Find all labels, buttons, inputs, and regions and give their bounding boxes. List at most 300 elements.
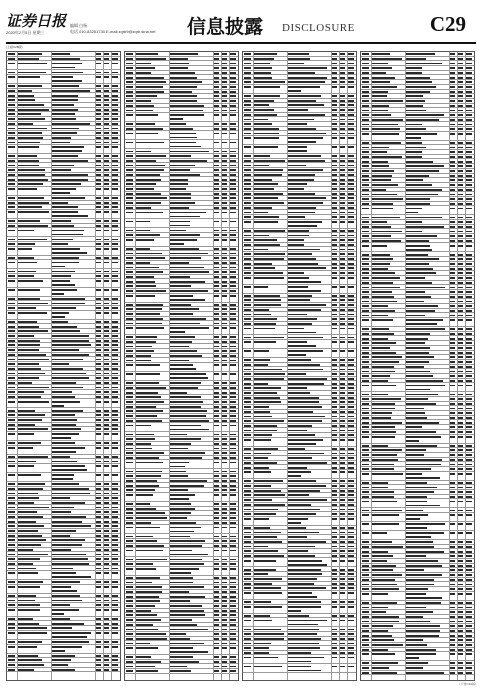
table-cell [450, 291, 455, 293]
table-cell [52, 67, 75, 69]
table-cell [406, 58, 426, 60]
table-cell [112, 535, 118, 537]
table-cell [254, 216, 279, 218]
table-cell [362, 310, 369, 312]
table-cell [450, 258, 455, 260]
table-cell [340, 509, 345, 511]
table-cell [332, 439, 337, 441]
table-cell [348, 578, 354, 580]
table-cell [230, 610, 236, 612]
table-cell [450, 124, 455, 126]
table-cell [254, 583, 272, 585]
table-cell [254, 155, 270, 157]
table-cell [112, 128, 118, 130]
table-cell [126, 267, 133, 269]
table-cell [372, 639, 394, 641]
table-cell [372, 203, 393, 205]
table-cell [136, 318, 163, 320]
table-cell [52, 150, 82, 152]
table-cell [112, 391, 118, 393]
table-cell [52, 549, 71, 551]
table-cell [332, 133, 337, 135]
table-row [7, 228, 120, 237]
table-cell [332, 207, 337, 209]
table-cell [466, 412, 472, 414]
table-cell [52, 340, 89, 342]
table-cell [230, 207, 236, 209]
table-cell [288, 58, 310, 60]
table-cell [222, 536, 227, 538]
table-cell [406, 77, 430, 79]
table-cell [362, 436, 369, 438]
table-cell [466, 203, 472, 205]
table-cell [466, 263, 472, 265]
table-cell [104, 335, 109, 337]
table-cell [52, 516, 86, 518]
table-cell [222, 188, 227, 190]
table-cell [254, 657, 278, 659]
table-cell [332, 309, 337, 311]
table-cell [170, 425, 201, 427]
table-cell [340, 267, 345, 269]
table-cell [18, 76, 40, 78]
table-cell [126, 457, 133, 459]
table-cell [348, 314, 354, 316]
table-cell [406, 86, 436, 88]
table-cell [170, 586, 204, 588]
table-cell [406, 579, 434, 581]
table-cell [104, 664, 109, 666]
table-cell [230, 110, 236, 112]
table-cell [288, 63, 304, 65]
table-cell [214, 100, 219, 102]
table-cell [348, 430, 354, 432]
table-cell [288, 314, 307, 316]
table-cell [332, 155, 337, 157]
table-cell [450, 287, 455, 289]
table-cell [254, 188, 274, 190]
table-cell [52, 664, 68, 666]
table-cell [126, 610, 133, 612]
table-cell [340, 244, 345, 246]
table-cell [112, 220, 118, 222]
table-cell [458, 473, 463, 475]
table-cell [126, 248, 133, 250]
table-cell [288, 383, 324, 385]
table-cell [362, 385, 369, 387]
table-cell [112, 373, 118, 375]
table-cell [406, 91, 430, 93]
table-cell [362, 86, 369, 88]
table-cell [288, 263, 318, 265]
table-cell [406, 584, 434, 586]
table-cell [254, 114, 277, 116]
table-cell [136, 58, 166, 60]
table-cell [222, 494, 227, 496]
table-cell [254, 86, 280, 88]
table-cell [112, 354, 118, 356]
table-cell [52, 165, 74, 167]
table-cell [288, 652, 311, 654]
table-cell [52, 188, 76, 190]
table-cell [52, 243, 68, 245]
table-cell [126, 346, 133, 348]
table-cell [458, 579, 463, 581]
table-cell [136, 619, 161, 621]
table-cell [136, 81, 166, 83]
table-cell [214, 360, 219, 362]
table-cell [96, 442, 101, 444]
table-cell [170, 86, 197, 88]
table-cell [126, 392, 133, 394]
table-cell [332, 527, 337, 529]
table-cell [214, 197, 219, 199]
table-cell [112, 558, 118, 560]
table-cell [112, 396, 118, 398]
table-cell [406, 67, 422, 69]
table-cell [18, 363, 39, 365]
table-cell [466, 81, 472, 83]
table-cell [450, 431, 455, 433]
table-cell [244, 369, 251, 371]
table-cell [8, 197, 15, 199]
table-cell [406, 385, 445, 387]
table-cell [466, 198, 472, 200]
table-cell [170, 475, 188, 477]
table-cell [126, 545, 133, 547]
table-cell [406, 445, 437, 447]
table-cell [230, 550, 236, 552]
table-cell [458, 449, 463, 451]
table-cell [230, 281, 236, 283]
table-cell [254, 146, 278, 148]
table-cell [466, 662, 472, 664]
table-cell [458, 114, 463, 116]
table-cell [362, 170, 369, 172]
table-cell [254, 397, 280, 399]
table-cell [112, 160, 118, 162]
table-cell [104, 330, 109, 332]
table-cell [450, 653, 455, 655]
table-cell [244, 193, 251, 195]
table-cell [458, 226, 463, 228]
table-cell [406, 184, 432, 186]
table-cell [18, 99, 35, 101]
table-cell [348, 86, 354, 88]
table-cell [170, 452, 205, 454]
table-cell [52, 72, 83, 74]
table-cell [332, 550, 337, 552]
table-cell [372, 510, 402, 512]
table-cell [170, 591, 189, 593]
table-cell [458, 496, 463, 498]
table-cell [244, 239, 251, 241]
table-cell [104, 447, 109, 449]
table-cell [458, 366, 463, 368]
table-cell [332, 304, 337, 306]
table-cell [372, 426, 395, 428]
table-cell [466, 254, 472, 256]
table-cell [362, 356, 369, 358]
table-cell [332, 123, 337, 125]
table-cell [52, 174, 88, 176]
table-cell [136, 234, 160, 236]
table-cell [8, 387, 15, 389]
table-cell [458, 398, 463, 400]
table-cell [372, 546, 403, 548]
table-cell [244, 536, 251, 538]
table-cell [52, 419, 77, 421]
table-cell [458, 639, 463, 641]
table-cell [126, 308, 133, 310]
table-cell [244, 221, 251, 223]
table-cell [230, 503, 236, 505]
table-cell [8, 414, 15, 416]
table-cell [458, 100, 463, 102]
table-cell [450, 532, 455, 534]
table-cell [332, 230, 337, 232]
table-cell [406, 518, 420, 520]
table-cell [126, 600, 133, 602]
table-cell [230, 155, 236, 157]
table-cell [332, 239, 337, 241]
table-cell [254, 416, 272, 418]
table-cell [458, 385, 463, 387]
table-cell [126, 183, 133, 185]
table-cell [254, 406, 269, 408]
table-cell [96, 627, 101, 629]
table-cell [214, 591, 219, 593]
table-cell [214, 600, 219, 602]
table-cell [340, 364, 345, 366]
table-cell [254, 499, 272, 501]
table-cell [406, 477, 440, 479]
table-cell [372, 151, 387, 153]
table-cell [340, 193, 345, 195]
table-cell [372, 319, 393, 321]
table-cell [288, 434, 315, 436]
table-cell [18, 211, 49, 213]
table-cell [362, 208, 369, 210]
table-cell [222, 485, 227, 487]
table-cell [96, 326, 101, 328]
table-cell [52, 344, 91, 346]
table-cell [348, 133, 354, 135]
table-cell [458, 53, 463, 55]
table-cell [170, 508, 195, 510]
table-cell [406, 263, 429, 265]
table-cell [362, 394, 369, 396]
table-cell [372, 482, 388, 484]
table-cell [222, 221, 227, 223]
table-column-block [360, 51, 475, 681]
table-cell [104, 230, 109, 232]
table-cell [104, 179, 109, 181]
table-cell [372, 128, 400, 130]
table-cell [222, 285, 227, 287]
table-cell [362, 263, 369, 265]
table-cell [8, 359, 15, 361]
table-cell [126, 382, 133, 384]
table-cell [222, 313, 227, 315]
table-cell [222, 197, 227, 199]
table-cell [96, 206, 101, 208]
table-cell [8, 169, 15, 171]
table-cell [244, 406, 251, 408]
table-cell [458, 551, 463, 553]
table-cell [126, 462, 133, 464]
table-cell [450, 282, 455, 284]
table-cell [458, 124, 463, 126]
table-cell [406, 510, 423, 512]
table-cell [372, 579, 395, 581]
table-cell [136, 221, 150, 223]
table-cell [406, 403, 436, 405]
table-cell [104, 387, 109, 389]
table-cell [8, 539, 15, 541]
table-cell [288, 629, 319, 631]
table-cell [458, 67, 463, 69]
table-cell [362, 147, 369, 149]
table-cell [466, 607, 472, 609]
table-cell [254, 629, 281, 631]
table-cell [214, 443, 219, 445]
table-cell [8, 280, 15, 282]
table-cell [372, 653, 395, 655]
table-cell [450, 310, 455, 312]
table-cell [406, 137, 421, 139]
table-cell [52, 220, 71, 222]
table-row [243, 605, 356, 614]
table-cell [170, 647, 193, 649]
table-cell [466, 468, 472, 470]
table-cell [372, 385, 396, 387]
table-cell [8, 132, 15, 134]
table-cell [126, 536, 133, 538]
table-cell [458, 315, 463, 317]
table-cell [340, 546, 345, 548]
table-cell [288, 304, 326, 306]
table-cell [244, 328, 251, 330]
table-cell [214, 475, 219, 477]
table-cell [230, 313, 236, 315]
table-cell [170, 605, 202, 607]
table-cell [18, 155, 37, 157]
table-cell [222, 415, 227, 417]
table-cell [112, 142, 118, 144]
table-cell [104, 609, 109, 611]
table-cell [372, 179, 391, 181]
table-cell [104, 646, 109, 648]
table-cell [8, 243, 15, 245]
table-cell [244, 63, 251, 65]
table-cell [126, 350, 133, 352]
table-cell [372, 184, 398, 186]
table-cell [96, 298, 101, 300]
table-cell [170, 420, 209, 422]
table-cell [288, 555, 315, 557]
table-cell [244, 378, 251, 380]
table-cell [340, 615, 345, 617]
table-cell [222, 253, 227, 255]
table-cell [170, 197, 191, 199]
table-cell [52, 447, 85, 449]
table-cell [18, 558, 40, 560]
table-cell [136, 563, 153, 565]
table-cell [170, 285, 191, 287]
table-cell [230, 475, 236, 477]
table-cell [450, 328, 455, 330]
table-cell [244, 601, 251, 603]
table-cell [450, 496, 455, 498]
table-cell [222, 86, 227, 88]
table-cell [288, 197, 326, 199]
table-cell [222, 527, 227, 529]
table-cell [222, 230, 227, 232]
table-cell [52, 405, 64, 407]
table-cell [222, 517, 227, 519]
table-row [243, 276, 356, 285]
contact-line: 电话 010-83251730 E-mail:zqrb9@zqrb.sina.net [70, 29, 156, 34]
table-cell [340, 373, 345, 375]
table-cell [332, 411, 337, 413]
table-cell [340, 513, 345, 515]
table-cell [96, 307, 101, 309]
table-cell [348, 183, 354, 185]
table-cell [52, 641, 89, 643]
table-cell [340, 119, 345, 121]
table-cell [52, 581, 80, 583]
table-cell [136, 452, 164, 454]
table-row [243, 340, 356, 349]
table-cell [52, 483, 79, 485]
table-cell [112, 618, 118, 620]
table-cell [52, 326, 77, 328]
table-cell [222, 327, 227, 329]
table-cell [244, 457, 251, 459]
table-cell [450, 254, 455, 256]
table-cell [8, 155, 15, 157]
table-cell [222, 193, 227, 195]
table-cell [18, 85, 42, 87]
table-cell [458, 58, 463, 60]
table-cell [450, 569, 455, 571]
table-cell [230, 276, 236, 278]
table-cell [450, 464, 455, 466]
table-cell [112, 483, 118, 485]
table-cell [136, 160, 156, 162]
table-cell [214, 355, 219, 357]
table-cell [170, 633, 186, 635]
table-cell [170, 234, 200, 236]
table-cell [126, 95, 133, 97]
table-cell [96, 113, 101, 115]
table-cell [222, 364, 227, 366]
table-cell [406, 258, 439, 260]
table-cell [230, 183, 236, 185]
table-cell [244, 633, 251, 635]
table-cell [214, 188, 219, 190]
table-cell [450, 408, 455, 410]
table-cell [52, 183, 81, 185]
table-cell [372, 133, 399, 135]
table-cell [96, 76, 101, 78]
table-cell [458, 277, 463, 279]
table-row [125, 372, 238, 381]
table-cell [458, 272, 463, 274]
table-cell [96, 447, 101, 449]
table-cell [466, 574, 472, 576]
